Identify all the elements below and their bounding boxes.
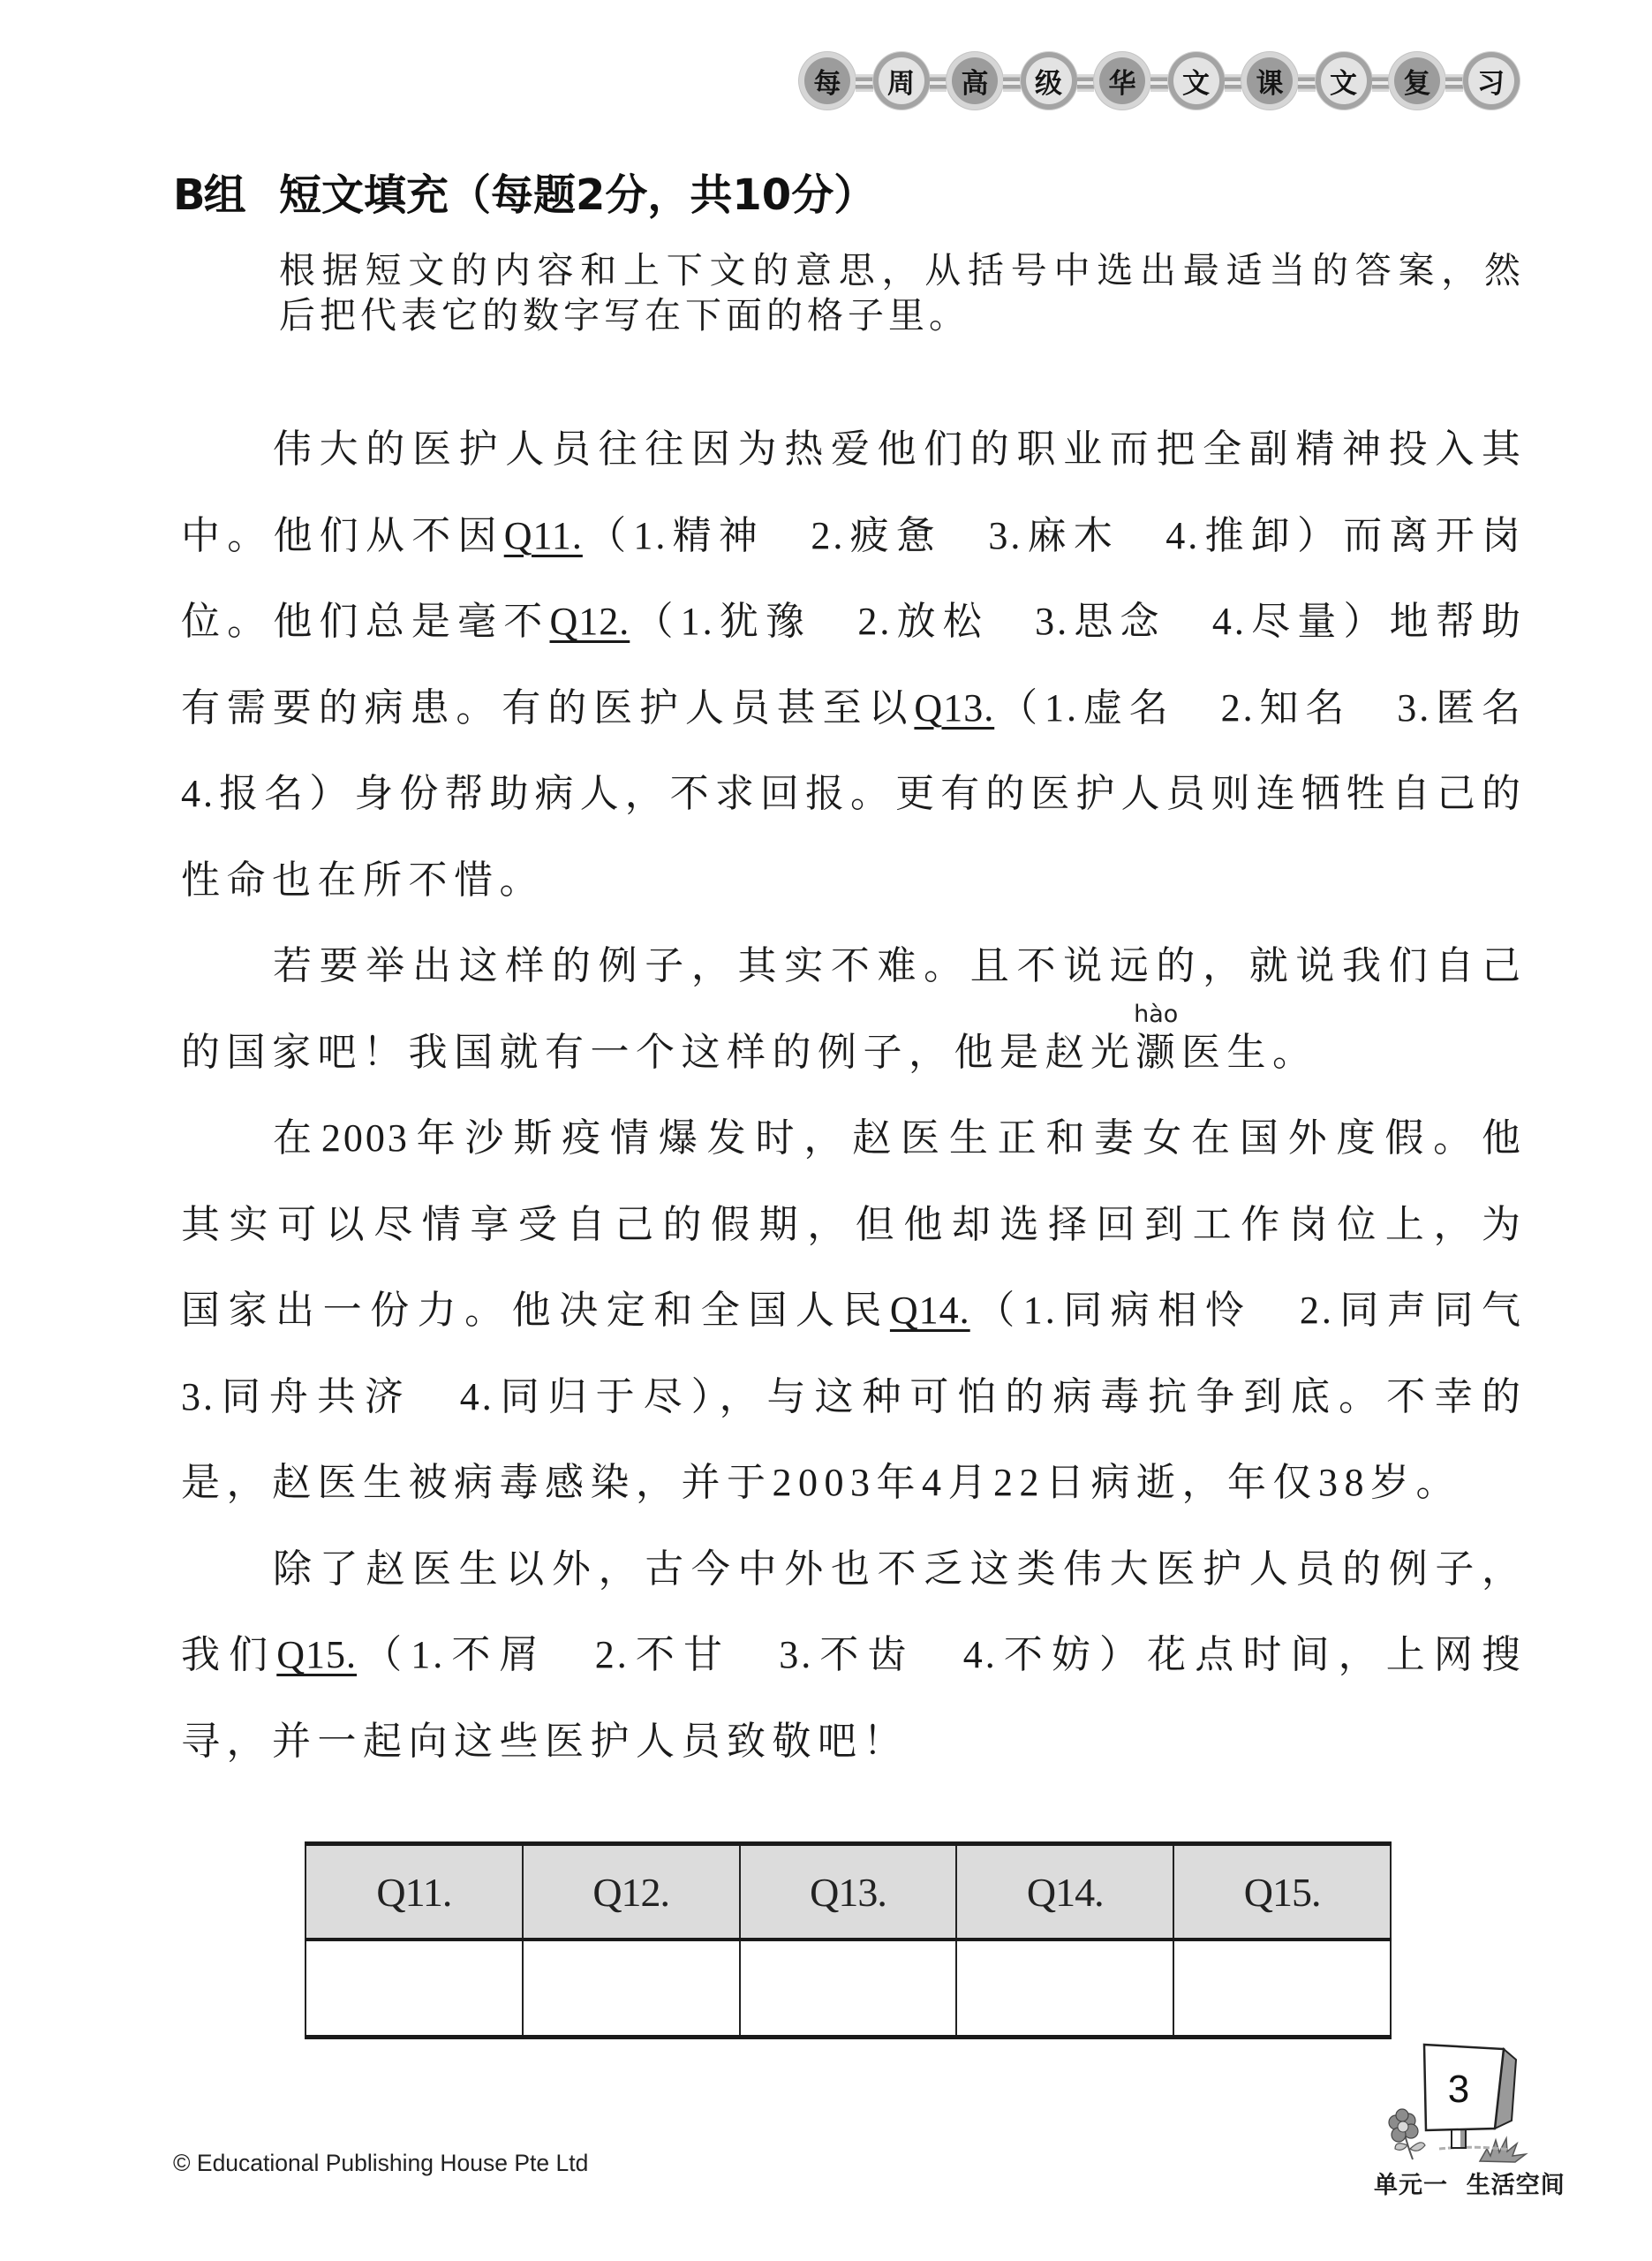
instructions <box>279 248 1523 338</box>
answer-grid-header-row <box>306 1844 1391 1940</box>
answer-header-q11: Q11. <box>306 1844 523 1940</box>
blank-q13: Q13. <box>914 685 995 730</box>
passage-line <box>181 578 1523 665</box>
copyright-notice: © Educational Publishing House Pte Ltd <box>173 2150 589 2176</box>
answer-header-q12: Q12. <box>523 1844 740 1940</box>
passage-line <box>181 493 1523 579</box>
banner-connector <box>1372 74 1390 92</box>
line-text: 4.报名）身份帮助病人，不求回报。更有的医护人员则连牺牲自己的 <box>181 772 1523 815</box>
banner-connector <box>1298 74 1316 92</box>
line-text: 是，赵医生被病毒感染，并于2003年4月22日病逝，年仅38岁。 <box>181 1461 1461 1504</box>
banner-connector <box>930 74 947 92</box>
banner-connector <box>1150 74 1168 92</box>
options-q12: （1.犹豫 2.放松 3.思念 4.尽量）地帮助 <box>630 600 1524 643</box>
passage-line <box>181 1440 1523 1526</box>
instruction-line: 后把代表它的数字写在下面的格子里。 <box>279 294 969 337</box>
answer-cell-q11[interactable] <box>306 1940 523 2038</box>
passage-line <box>181 1612 1523 1698</box>
answer-header-q14: Q14. <box>956 1844 1173 1940</box>
banner-bead: 华 <box>1094 52 1150 110</box>
unit-label: 单元一 生活空间 <box>1374 2172 1565 2199</box>
answer-cell-q13[interactable] <box>740 1940 957 2038</box>
instruction-line: 根据短文的内容和上下文的意思，从括号中选出最适当的答案，然 <box>279 249 1523 291</box>
banner-bead: 级 <box>1021 52 1077 110</box>
answer-cell-q14[interactable] <box>956 1940 1173 2038</box>
passage-line <box>181 1000 1523 1096</box>
flower-icon <box>1389 2109 1425 2159</box>
line-text: 位。他们总是毫不 <box>181 600 550 643</box>
answer-header-q15: Q15. <box>1173 1844 1391 1940</box>
banner-bead: 高 <box>947 52 1003 110</box>
banner-bead: 习 <box>1463 52 1520 110</box>
series-title-banner <box>799 51 1520 110</box>
passage-line <box>181 665 1523 752</box>
line-text: 除了赵医生以外，古今中外也不乏这类伟大医护人员的例子， <box>273 1546 1523 1591</box>
answer-grid-row <box>306 1940 1391 2038</box>
banner-bead: 文 <box>1316 52 1372 110</box>
options-q11: （1.精神 2.疲惫 3.麻木 4.推卸）而离开岗 <box>582 513 1524 557</box>
line-text: 国家出一份力。他决定和全国人民 <box>181 1289 890 1332</box>
banner-bead: 每 <box>799 52 856 110</box>
line-text: 在2003年沙斯疫情爆发时，赵医生正和妻女在国外度假。他 <box>273 1116 1523 1160</box>
answer-header-q13: Q13. <box>740 1844 957 1940</box>
line-text: 若要举出这样的例子，其实不难。且不说远的，就说我们自己 <box>273 944 1523 987</box>
passage-line <box>181 1095 1523 1182</box>
annotated-character <box>1134 1000 1182 1074</box>
line-text: 其实可以尽情享受自己的假期，但他却选择回到工作岗位上，为 <box>181 1202 1523 1246</box>
line-text: 伟大的医护人员往往因为热爱他们的职业而把全副精神投入其 <box>273 427 1523 471</box>
passage-line <box>181 1182 1523 1268</box>
options-q13: （1.虚名 2.知名 3.匿名 <box>994 685 1524 730</box>
banner-connector <box>1445 74 1463 92</box>
line-text: 医生。 <box>1181 1030 1318 1074</box>
banner-connector <box>1225 74 1242 92</box>
pinyin-annotation: hào <box>1134 1000 1179 1028</box>
passage-line <box>181 1698 1523 1785</box>
passage-line <box>181 406 1523 493</box>
blank-q14: Q14. <box>889 1289 970 1332</box>
section-title: 短文填充（每题2分，共10分） <box>279 170 877 220</box>
page-number: 3 <box>1447 2068 1470 2111</box>
line-text: 寻，并一起向这些医护人员致敬吧！ <box>181 1719 909 1763</box>
blank-q12: Q12. <box>549 600 630 643</box>
banner-bead: 周 <box>873 52 930 110</box>
blank-q11: Q11. <box>503 513 583 557</box>
banner-bead: 课 <box>1241 52 1298 110</box>
ruby-base: 灏 <box>1135 1030 1181 1074</box>
section-label: B组 <box>173 170 245 220</box>
banner-connector <box>1077 74 1095 92</box>
passage-line <box>181 1354 1523 1441</box>
passage-line <box>181 751 1523 837</box>
options-q14: （1.同病相怜 2.同声同气 <box>969 1289 1524 1332</box>
banner-connector <box>1003 74 1021 92</box>
answer-grid <box>305 1841 1392 2039</box>
answer-cell-q12[interactable] <box>523 1940 740 2038</box>
line-text: 我们 <box>181 1633 277 1676</box>
line-text: 中。他们从不因 <box>181 513 504 557</box>
line-text: 性命也在所不惜。 <box>181 858 545 902</box>
banner-bead: 复 <box>1389 52 1445 110</box>
answer-cell-q15[interactable] <box>1173 1940 1391 2038</box>
passage-line <box>181 837 1523 924</box>
passage-line <box>181 1267 1523 1354</box>
banner-connector <box>856 74 873 92</box>
passage-line <box>181 923 1523 1010</box>
banner-bead: 文 <box>1168 52 1225 110</box>
blank-q15: Q15. <box>276 1633 358 1676</box>
options-q15: （1.不屑 2.不甘 3.不齿 4.不妨）花点时间，上网搜 <box>357 1633 1524 1676</box>
line-text: 3.同舟共济 4.同归于尽），与这种可怕的病毒抗争到底。不幸的 <box>181 1374 1523 1418</box>
passage-line <box>181 1526 1523 1613</box>
line-text: 有需要的病患。有的医护人员甚至以 <box>181 685 915 730</box>
cloze-passage <box>181 406 1523 1784</box>
line-text: 的国家吧！我国就有一个这样的例子，他是赵光 <box>181 1030 1136 1074</box>
